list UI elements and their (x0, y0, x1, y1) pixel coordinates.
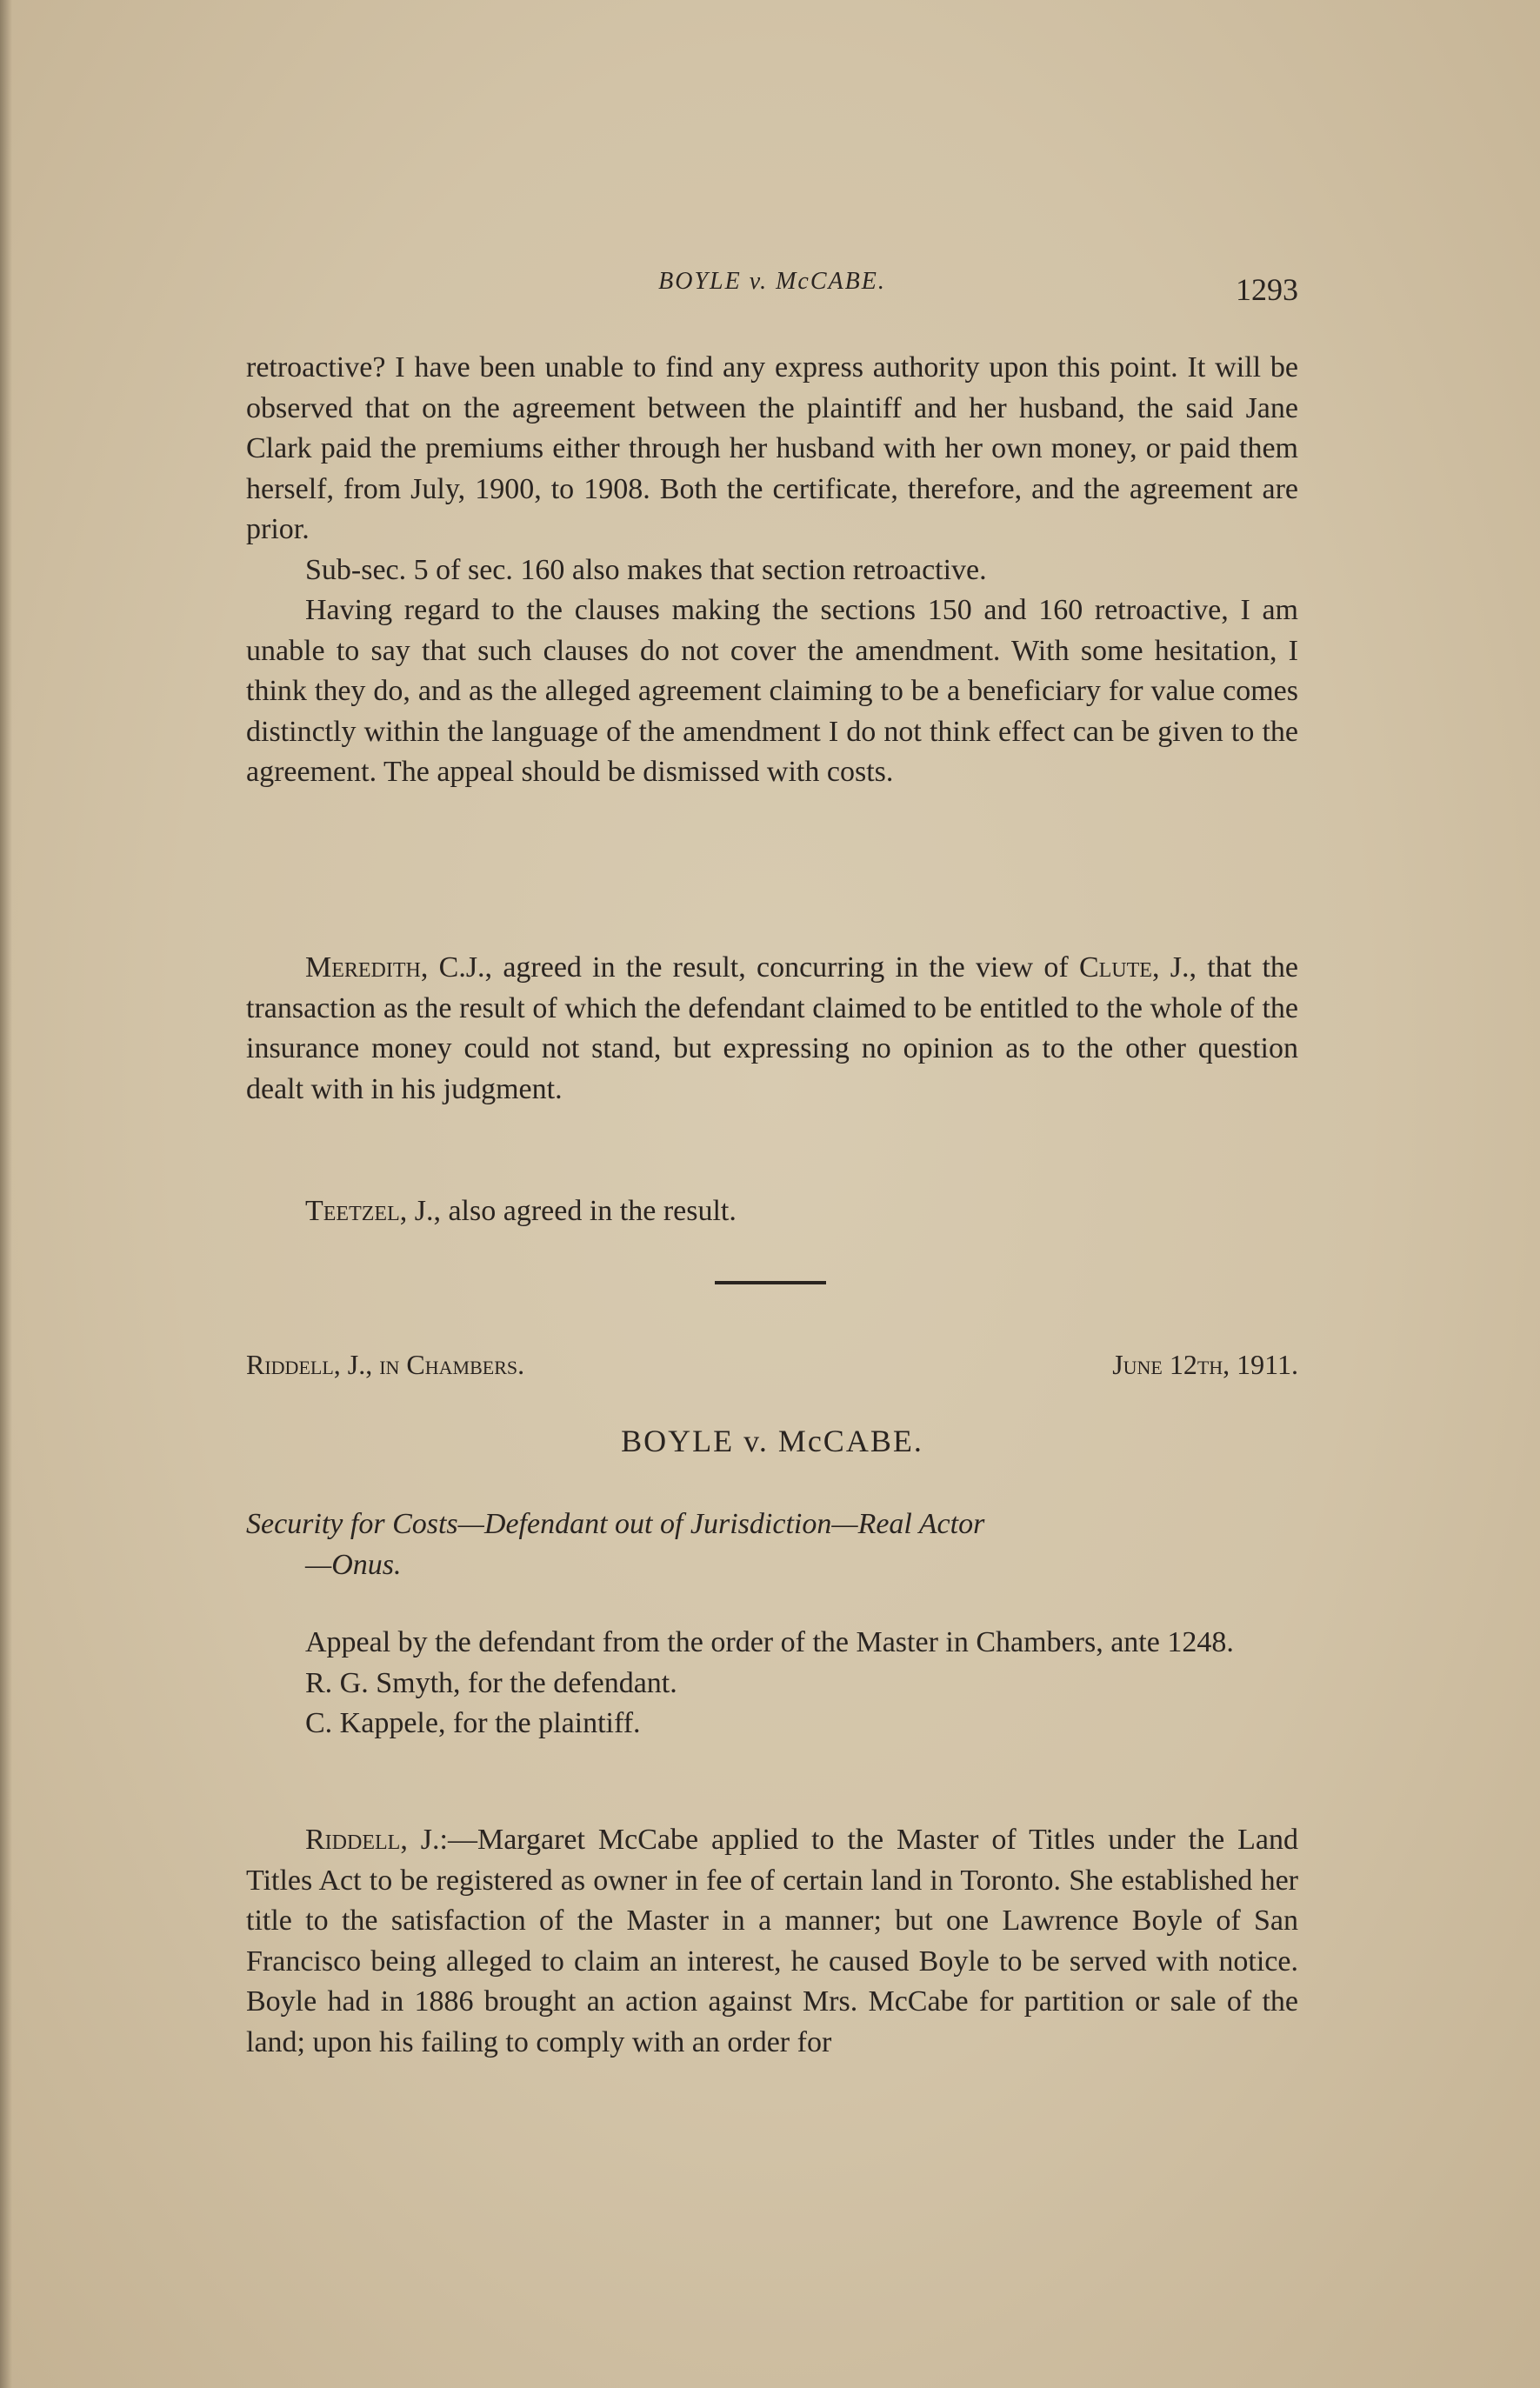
meredith-text-2: , J., that the transaction as the result of which the defendant claimed to be entitled to the whole of the insurance money could not stand, but expressing no opinion as to the other question dealt with in his judgment. (246, 951, 1298, 1105)
spine-shadow (0, 0, 12, 2388)
paragraph-having-regard: Having regard to the clauses making the sections 150 and 160 retroactive, I am unable to say that such clauses do not cover the amendment. With some hesitation, I think they do, and as the alleged agreement claiming to be a beneficiary for value comes distinctly within the language of the amendment I do not think effect can be given to the agreement. The appeal should be dismissed with costs. (246, 594, 1298, 788)
judge-name-clute: Clute (1078, 951, 1152, 984)
teetzel-paragraph (246, 1191, 1298, 1232)
court-date (1112, 1349, 1298, 1381)
paragraph-retroactive: retroactive? I have been unable to find any express authority upon this point. It will be observed that on the agreement between the plaintiff and her husband, the said Jane Clark paid the premiums either through her husband with her own money, or paid them herself, from July, 1900, to 1908. Both the certificate, therefore, and the agreement are prior. (246, 351, 1298, 545)
plaintiff-counsel: C. Kappele, for the plaintiff. (305, 1707, 641, 1739)
meredith-text-1: , C.J., agreed in the result, concurring in the view of (420, 951, 1079, 984)
page-header (246, 268, 1298, 311)
paragraph-sub-sec: Sub-sec. 5 of sec. 160 also makes that section retroactive. (305, 553, 987, 586)
court-date-month: June (1112, 1349, 1163, 1380)
judge-name-meredith: Meredith (305, 951, 421, 984)
court-judge-suffix: , J., (333, 1349, 380, 1380)
headnote (246, 1504, 1298, 1585)
judge-name-riddell: Riddell (305, 1824, 401, 1856)
headnote-line-1: Security for Costs—Defendant out of Jurisdiction—Real Actor (246, 1508, 985, 1540)
teetzel-text: , J., also agreed in the result. (399, 1195, 737, 1227)
meredith-concurrence (246, 948, 1298, 1110)
court-line (246, 1349, 1298, 1389)
page-number: 1293 (1236, 272, 1298, 307)
court-judge (246, 1349, 524, 1381)
case-title: BOYLE v. McCABE. (621, 1424, 923, 1458)
running-title: BOYLE v. McCABE. (658, 268, 886, 295)
counsel-block (246, 1623, 1298, 1744)
teetzel-concurrence (246, 1191, 1298, 1232)
appeal-statement: Appeal by the defendant from the order of the Master in Chambers, ante 1248. (305, 1626, 1234, 1658)
court-chambers: in Chambers. (379, 1349, 525, 1380)
defendant-counsel: R. G. Smyth, for the defendant. (305, 1666, 677, 1699)
headnote-line-2: —Onus. (305, 1548, 402, 1581)
court-judge-name: Riddell (246, 1349, 334, 1380)
meredith-paragraph (246, 948, 1298, 1110)
section-divider (715, 1281, 826, 1284)
judgment-paragraph (246, 1820, 1298, 2063)
riddell-judgment (246, 1820, 1298, 2063)
judge-name-teetzel: Teetzel (305, 1195, 400, 1227)
court-date-rest: 12th, 1911. (1162, 1349, 1298, 1380)
opinion-text-top (246, 348, 1298, 793)
judgment-text: , J.:—Margaret McCabe applied to the Master of Titles under the Land Titles Act to be registered as owner in fee of certain land in Toronto. She established her title to the satisfaction of the Master in a manner; but one Lawrence Boyle of San Francisco being alleged to claim an interest, he caused Boyle to be served with notice. Boyle had in 1886 brought an action against Mrs. McCabe for partition or sale of the land; upon his failing to comply with an order for (246, 1824, 1298, 2058)
